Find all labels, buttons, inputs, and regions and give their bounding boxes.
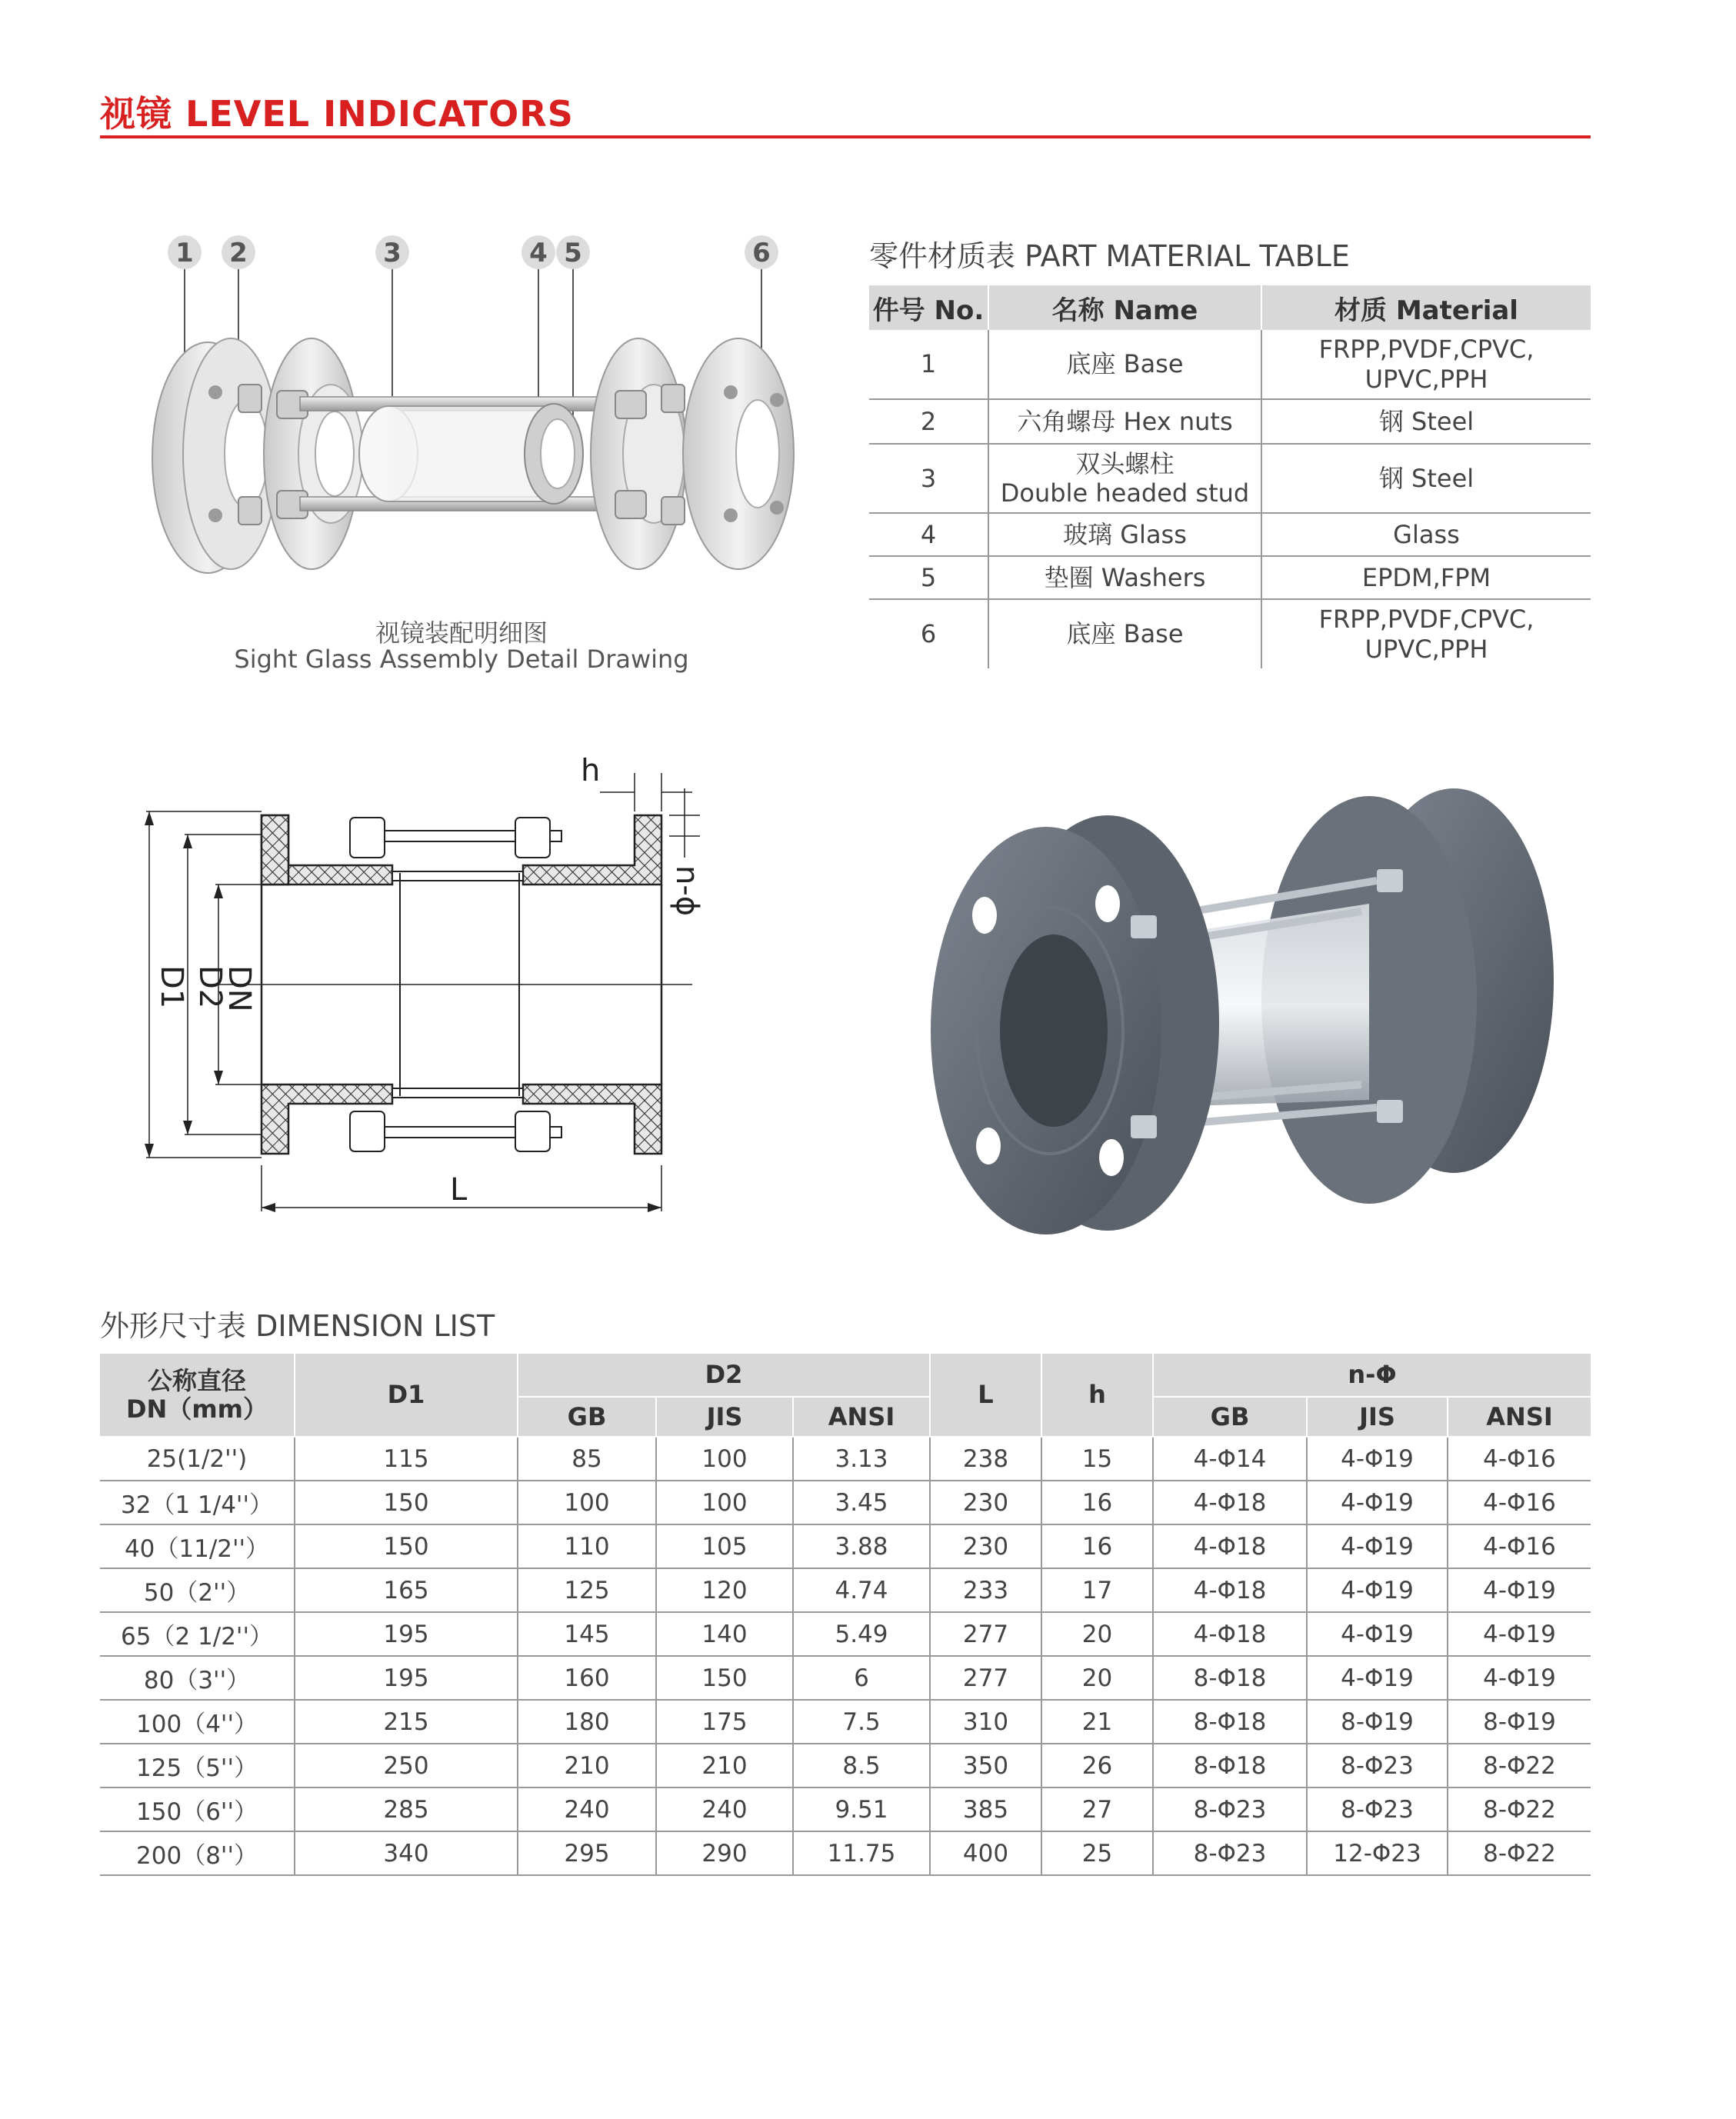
col-header-n-phi: n-Φ xyxy=(1153,1354,1591,1397)
table-cell-material: FRPP,PVDF,CPVC, UPVC,PPH xyxy=(1261,330,1591,399)
table-cell-d2-jis: 120 xyxy=(656,1568,793,1612)
table-cell-d2-gb: 210 xyxy=(518,1744,656,1787)
table-cell-h: 20 xyxy=(1041,1656,1153,1700)
col-header-h: h xyxy=(1041,1354,1153,1437)
label-DN: DN xyxy=(222,965,257,1012)
table-cell-d2-ansi: 7.5 xyxy=(793,1700,930,1744)
table-cell-name: 垫圈 Washers xyxy=(988,556,1261,599)
table-cell-nphi-gb: 8-Φ23 xyxy=(1153,1831,1307,1875)
table-cell-d1: 165 xyxy=(295,1568,518,1612)
table-row xyxy=(100,1437,1591,1481)
table-cell-nphi-jis: 8-Φ19 xyxy=(1307,1700,1448,1744)
table-row xyxy=(100,1568,1591,1612)
table-row xyxy=(100,1831,1591,1875)
callout-6: 6 xyxy=(752,238,771,268)
table-cell-nphi-jis: 4-Φ19 xyxy=(1307,1524,1448,1568)
assembly-caption-cn: 视镜装配明细图 xyxy=(375,618,548,648)
table-row xyxy=(869,330,1591,399)
table-row xyxy=(869,599,1591,668)
table-cell-dn: 80（3''） xyxy=(100,1656,295,1700)
table-cell-dn: 125（5''） xyxy=(100,1744,295,1787)
table-cell-l: 277 xyxy=(930,1656,1041,1700)
table-cell-material: 钢 Steel xyxy=(1261,399,1591,444)
table-cell-nphi-gb: 4-Φ18 xyxy=(1153,1612,1307,1656)
table-cell-d2-jis: 100 xyxy=(656,1481,793,1524)
table-cell-d2-jis: 240 xyxy=(656,1787,793,1831)
table-cell-nphi-ansi: 8-Φ22 xyxy=(1448,1787,1591,1831)
col-header-d2-gb: GB xyxy=(518,1397,656,1437)
table-cell-nphi-ansi: 8-Φ19 xyxy=(1448,1700,1591,1744)
label-h: h xyxy=(581,758,601,788)
table-cell-d2-jis: 105 xyxy=(656,1524,793,1568)
table-cell-d2-jis: 175 xyxy=(656,1700,793,1744)
table-cell-d2-gb: 295 xyxy=(518,1831,656,1875)
table-row xyxy=(100,1744,1591,1787)
table-row xyxy=(100,1612,1591,1656)
table-cell-nphi-ansi: 4-Φ19 xyxy=(1448,1612,1591,1656)
table-cell-material: 钢 Steel xyxy=(1261,444,1591,513)
table-cell-h: 16 xyxy=(1041,1481,1153,1524)
table-cell-l: 230 xyxy=(930,1524,1041,1568)
table-cell-d1: 285 xyxy=(295,1787,518,1831)
table-cell-nphi-ansi: 4-Φ19 xyxy=(1448,1568,1591,1612)
col-header-d1: D1 xyxy=(295,1354,518,1437)
part-table-title: 零件材质表 PART MATERIAL TABLE xyxy=(869,239,1350,273)
callout-1: 1 xyxy=(175,238,194,268)
table-cell-d2-gb: 145 xyxy=(518,1612,656,1656)
table-cell-material: EPDM,FPM xyxy=(1261,556,1591,599)
callout-3: 3 xyxy=(383,238,402,268)
col-header-d2: D2 xyxy=(518,1354,930,1397)
table-cell-d2-jis: 290 xyxy=(656,1831,793,1875)
part-material-table xyxy=(869,285,1591,668)
table-cell-d2-gb: 125 xyxy=(518,1568,656,1612)
label-D2: D2 xyxy=(192,965,228,1009)
table-cell-d2-jis: 210 xyxy=(656,1744,793,1787)
table-cell-d2-ansi: 9.51 xyxy=(793,1787,930,1831)
table-cell-d2-gb: 240 xyxy=(518,1787,656,1831)
table-cell-nphi-gb: 4-Φ18 xyxy=(1153,1481,1307,1524)
table-cell-no: 1 xyxy=(869,330,988,399)
table-cell-h: 27 xyxy=(1041,1787,1153,1831)
table-cell-name: 底座 Base xyxy=(988,599,1261,668)
table-cell-h: 21 xyxy=(1041,1700,1153,1744)
col-header-nphi-ansi: ANSI xyxy=(1448,1397,1591,1437)
table-cell-nphi-gb: 8-Φ18 xyxy=(1153,1656,1307,1700)
table-cell-no: 2 xyxy=(869,399,988,444)
table-cell-d2-jis: 100 xyxy=(656,1437,793,1481)
table-cell-d2-ansi: 3.13 xyxy=(793,1437,930,1481)
label-D1: D1 xyxy=(154,965,189,1009)
table-cell-d1: 150 xyxy=(295,1524,518,1568)
table-cell-name: 双头螺柱 Double headed stud xyxy=(988,444,1261,513)
col-header-material: 材质 Material xyxy=(1261,285,1591,330)
table-cell-material: Glass xyxy=(1261,513,1591,556)
table-cell-d2-ansi: 8.5 xyxy=(793,1744,930,1787)
callout-5: 5 xyxy=(564,238,582,268)
table-cell-d1: 195 xyxy=(295,1656,518,1700)
col-header-no: 件号 No. xyxy=(869,285,988,330)
table-cell-l: 310 xyxy=(930,1700,1041,1744)
table-cell-dn: 25(1/2'') xyxy=(100,1437,295,1481)
table-cell-dn: 65（2 1/2''） xyxy=(100,1612,295,1656)
table-row xyxy=(869,444,1591,513)
table-row xyxy=(100,1524,1591,1568)
table-cell-d2-ansi: 6 xyxy=(793,1656,930,1700)
table-row xyxy=(100,1700,1591,1744)
label-n-phi: n-ϕ xyxy=(669,865,705,917)
callout-2: 2 xyxy=(229,238,248,268)
table-cell-l: 277 xyxy=(930,1612,1041,1656)
table-row xyxy=(869,513,1591,556)
col-header-nphi-jis: JIS xyxy=(1307,1397,1448,1437)
table-row xyxy=(100,1787,1591,1831)
table-row xyxy=(869,556,1591,599)
table-cell-nphi-ansi: 4-Φ19 xyxy=(1448,1656,1591,1700)
table-cell-l: 233 xyxy=(930,1568,1041,1612)
table-cell-dn: 100（4''） xyxy=(100,1700,295,1744)
table-cell-h: 16 xyxy=(1041,1524,1153,1568)
table-cell-l: 385 xyxy=(930,1787,1041,1831)
table-row xyxy=(100,1656,1591,1700)
table-cell-nphi-gb: 4-Φ18 xyxy=(1153,1524,1307,1568)
table-cell-d1: 250 xyxy=(295,1744,518,1787)
page-title: 视镜 LEVEL INDICATORS xyxy=(100,93,574,135)
table-cell-d2-ansi: 3.88 xyxy=(793,1524,930,1568)
table-cell-nphi-jis: 8-Φ23 xyxy=(1307,1787,1448,1831)
table-cell-no: 3 xyxy=(869,444,988,513)
title-divider xyxy=(100,135,1591,138)
table-cell-nphi-gb: 8-Φ18 xyxy=(1153,1700,1307,1744)
col-header-dn: 公称直径 DN（mm） xyxy=(100,1354,295,1437)
table-cell-nphi-gb: 4-Φ14 xyxy=(1153,1437,1307,1481)
table-cell-d1: 340 xyxy=(295,1831,518,1875)
table-cell-dn: 150（6''） xyxy=(100,1787,295,1831)
table-cell-nphi-jis: 4-Φ19 xyxy=(1307,1568,1448,1612)
table-row xyxy=(869,399,1591,444)
table-cell-no: 6 xyxy=(920,619,937,649)
table-cell-nphi-ansi: 4-Φ16 xyxy=(1448,1437,1591,1481)
table-cell-nphi-ansi: 4-Φ16 xyxy=(1448,1524,1591,1568)
col-header-d2-jis: JIS xyxy=(656,1397,793,1437)
table-cell-nphi-jis: 4-Φ19 xyxy=(1307,1612,1448,1656)
table-cell-nphi-jis: 4-Φ19 xyxy=(1307,1437,1448,1481)
table-cell-d2-gb: 85 xyxy=(518,1437,656,1481)
dimension-table xyxy=(100,1354,1591,1876)
table-cell-l: 230 xyxy=(930,1481,1041,1524)
table-cell-nphi-jis: 4-Φ19 xyxy=(1307,1656,1448,1700)
table-row xyxy=(100,1481,1591,1524)
table-cell-d2-ansi: 11.75 xyxy=(793,1831,930,1875)
table-cell-d2-gb: 100 xyxy=(518,1481,656,1524)
table-cell-h: 26 xyxy=(1041,1744,1153,1787)
table-cell-material: FRPP,PVDF,CPVC, UPVC,PPH xyxy=(1261,599,1591,668)
table-cell-l: 238 xyxy=(930,1437,1041,1481)
table-cell-l: 400 xyxy=(930,1831,1041,1875)
product-photo xyxy=(915,777,1569,1238)
table-cell-h: 25 xyxy=(1041,1831,1153,1875)
table-cell-d2-gb: 110 xyxy=(518,1524,656,1568)
col-header-l: L xyxy=(930,1354,1041,1437)
table-cell-d2-jis: 140 xyxy=(656,1612,793,1656)
table-cell-nphi-jis: 12-Φ23 xyxy=(1307,1831,1448,1875)
table-cell-h: 20 xyxy=(1041,1612,1153,1656)
table-cell-d2-ansi: 5.49 xyxy=(793,1612,930,1656)
assembly-illustration xyxy=(123,223,815,585)
table-cell-d2-gb: 160 xyxy=(518,1656,656,1700)
table-cell-name: 玻璃 Glass xyxy=(988,513,1261,556)
table-cell-d1: 115 xyxy=(295,1437,518,1481)
table-cell-nphi-jis: 8-Φ23 xyxy=(1307,1744,1448,1787)
table-cell-h: 17 xyxy=(1041,1568,1153,1612)
col-header-d2-ansi: ANSI xyxy=(793,1397,930,1437)
table-cell-no: 4 xyxy=(869,513,988,556)
table-cell-nphi-gb: 8-Φ23 xyxy=(1153,1787,1307,1831)
table-cell-dn: 32（1 1/4''） xyxy=(100,1481,295,1524)
table-cell-dn: 50（2''） xyxy=(100,1568,295,1612)
col-header-name: 名称 Name xyxy=(988,285,1261,330)
table-cell-d1: 150 xyxy=(295,1481,518,1524)
table-cell-nphi-ansi: 8-Φ22 xyxy=(1448,1744,1591,1787)
table-cell-d2-gb: 180 xyxy=(518,1700,656,1744)
table-cell-l: 350 xyxy=(930,1744,1041,1787)
table-cell-d2-ansi: 3.45 xyxy=(793,1481,930,1524)
table-cell-nphi-ansi: 8-Φ22 xyxy=(1448,1831,1591,1875)
table-cell-nphi-jis: 4-Φ19 xyxy=(1307,1481,1448,1524)
table-cell-name: 底座 Base xyxy=(988,330,1261,399)
table-cell-d2-jis: 150 xyxy=(656,1656,793,1700)
callout-4: 4 xyxy=(529,238,548,268)
label-L: L xyxy=(450,1172,468,1208)
table-cell-d1: 195 xyxy=(295,1612,518,1656)
table-cell-dn: 40（11/2''） xyxy=(100,1524,295,1568)
dimension-table-title: 外形尺寸表 DIMENSION LIST xyxy=(100,1309,495,1343)
table-cell-nphi-gb: 8-Φ18 xyxy=(1153,1744,1307,1787)
table-cell-nphi-ansi: 4-Φ16 xyxy=(1448,1481,1591,1524)
table-cell-name: 六角螺母 Hex nuts xyxy=(988,399,1261,444)
table-cell-d2-ansi: 4.74 xyxy=(793,1568,930,1612)
col-header-nphi-gb: GB xyxy=(1153,1397,1307,1437)
assembly-caption-en: Sight Glass Assembly Detail Drawing xyxy=(234,645,689,674)
table-cell-d1: 215 xyxy=(295,1700,518,1744)
table-cell-nphi-gb: 4-Φ18 xyxy=(1153,1568,1307,1612)
table-cell-h: 15 xyxy=(1041,1437,1153,1481)
table-cell-dn: 200（8''） xyxy=(100,1831,295,1875)
dimension-drawing xyxy=(138,758,723,1227)
table-cell-no: 5 xyxy=(869,556,988,599)
